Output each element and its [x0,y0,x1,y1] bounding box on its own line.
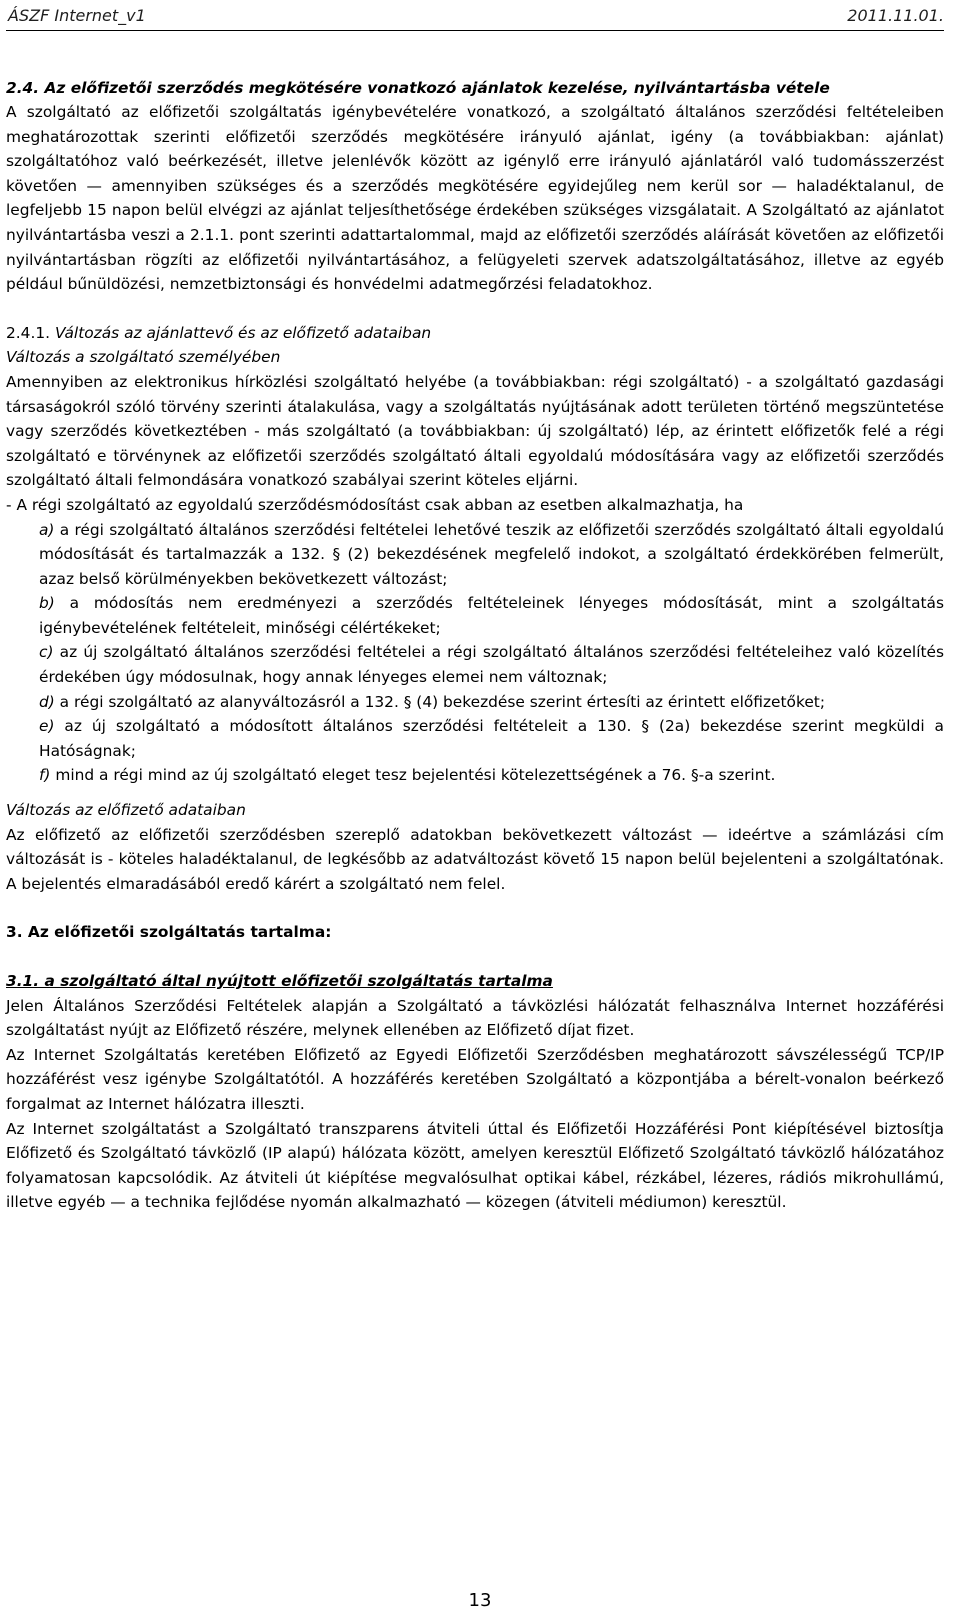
condition-text: a módosítás nem eredményezi a szerződés feltételeinek lényeges módosítását, mint a szolgáltatás igénybevételének feltételeit, minőségi célértékeket; [39,594,944,637]
section-2-4-1-title: Változás az ajánlattevő és az előfizető adataiban [54,323,432,342]
section-2-4-1-number: 2.4.1. [6,323,55,342]
section-3-1-heading: 3.1. a szolgáltató által nyújtott előfizetői szolgáltatás tartalma [6,972,553,990]
provider-change-condition-intro: - A régi szolgáltató az egyoldalú szerződésmódosítást csak abban az esetben alkalmazhatja, ha [6,495,744,514]
condition-text: az új szolgáltató a módosított általános szerződési feltételeit a 130. § (2a) bekezdése szerint megküldi a Hatóságnak; [39,717,944,760]
condition-label: a) [39,520,55,539]
condition-item-a [6,518,944,592]
condition-text: a régi szolgáltató az alanyváltozásról a 132. § (4) bekezdése szerint értesíti az érintett előfizetőket; [54,692,826,711]
condition-label: e) [39,717,55,736]
section-3-heading: 3. Az előfizetői szolgáltatás tartalma: [6,923,332,942]
condition-item-d [6,690,944,715]
condition-text: a régi szolgáltató általános szerződési feltételei lehetővé teszik az előfizetői szerződés szolgáltató általi egyoldalú módosítását és tartalmazzák a 132. § (2) bekezdésének megfelelő indokot, a szolgáltató érdekkörében felmerült, azaz belső körülményekben bekövetkezett változást; [39,520,944,588]
provider-change-paragraph: Amennyiben az elektronikus hírközlési szolgáltató helyébe (a továbbiakban: régi szolgáltató) - a szolgáltató gazdasági társaságokról szóló törvény szerinti átalakulása, vagy a szolgáltatás nyújtásának adott területen történő megszüntetése vagy szerződés következtében - más szolgáltató (a továbbiakban: új szolgáltató) lép, az érintett előfizetők felé a régi szolgáltató e törvénynek az előfizetői szerződés szolgáltató általi egyoldalú módosítására vagy az előfizetői szerződés szolgáltató általi felmondására vonatkozó szabályai szerint köteles eljárni. [6,372,944,490]
condition-item-e [6,714,944,763]
condition-item-b [6,591,944,640]
section-2-4-1-heading [6,321,944,346]
header-divider [6,30,944,31]
condition-text: mind a régi mind az új szolgáltató eleget tesz bejelentési kötelezettségének a 76. §-a szerint. [50,766,776,785]
section-2-4-heading: 2.4. Az előfizetői szerződés megkötésére vonatkozó ajánlatok kezelése, nyilvántartásba vétele [6,79,830,97]
page-number: 13 [468,1590,492,1611]
condition-item-c [6,640,944,689]
section-2-4-paragraph: A szolgáltató az előfizetői szolgáltatás igénybevételére vonatkozó, a szolgáltató általános szerződési feltételeiben meghatározottak szerinti előfizetői szerződés megkötésére irányuló ajánlat, igény (a továbbiakban: ajánlat) szolgáltatóhoz való beérkezését, illetve jelenlévők között az igénylő erre irányuló ajánlatáról való tudomásszerzést követően — amennyiben szükséges és a szerződés megkötésére egyidejűleg nem kerül sor — haladéktalanul, de legfeljebb 15 napon belül elvégzi az ajánlat teljesíthetősége érdekében szükséges vizsgálatait. A Szolgáltató az ajánlatot nyilvántartásba veszi a 2.1.1. pont szerinti adattartalommal, majd az előfizetői szerződés aláírását követően az előfizetői nyilvántartásban rögzíti az előfizetői nyilvántartásához, a felügyeleti szervek adatszolgáltatásához, illetve az egyéb például bűnüldözési, nemzetbiztonsági és honvédelmi adatmegőrzési feladatokhoz. [6,103,944,294]
section-3-1-paragraph-2: Az Internet Szolgáltatás keretében Előfizető az Egyedi Előfizetői Szerződésben meghatározott sávszélességű TCP/IP hozzáférést vesz igénybe Szolgáltatótól. A hozzáférés keretében Szolgáltató a központjába a bérelt-vonalon beérkező forgalmat az Internet hálózatra illeszti. [6,1045,944,1113]
subscriber-data-change-paragraph: Az előfizető az előfizetői szerződésben szereplő adatokban bekövetkezett változást — ideértve a számlázási cím változását is - köteles haladéktalanul, de legkésőbb az adatváltozást követő 15 napon belül bejelenteni a szolgáltatónak. A bejelentés elmaradásából eredő kárért a szolgáltató nem felel. [6,825,944,893]
condition-label: b) [39,594,55,613]
header-doc-title: ÁSZF Internet_v1 [8,6,146,25]
document-body [6,76,944,1215]
condition-label: c) [39,643,54,662]
page-header [8,6,944,30]
subheading-provider-change: Változás a szolgáltató személyében [6,348,281,367]
header-date: 2011.11.01. [847,6,944,25]
section-3-1-paragraph-3: Az Internet szolgáltatást a Szolgáltató transzparens átviteli úttal és Előfizetői Hozzáférési Pont kiépítésével biztosítja Előfizető és Szolgáltató távközlő (IP alapú) hálózata között, amelyen keresztül Előfizető Szolgáltató távközlő hálózatához folyamatosan kapcsolódik. Az átviteli út kiépítése megvalósulhat optikai kábel, rézkábel, lézeres, rádiós mikrohullámú, illetve egyéb — a technika fejlődése nyomán alkalmazható — közegen (átviteli médiumon) keresztül. [6,1119,944,1212]
condition-text: az új szolgáltató általános szerződési feltételei a régi szolgáltató általános szerződési feltételeihez való közelítés érdekében úgy módosulnak, hogy annak lényeges elemei nem változnak; [39,643,944,687]
subheading-subscriber-data-change: Változás az előfizető adataiban [6,801,246,820]
section-3-1-paragraph-1: Jelen Általános Szerződési Feltételek alapján a Szolgáltató a távközlési hálózatát felhasználva Internet hozzáférési szolgáltatást nyújt az Előfizető részére, melynek ellenében az Előfizető díjat fizet. [6,996,944,1040]
condition-label: d) [39,692,55,711]
condition-label: f) [39,766,51,785]
condition-item-f [6,763,944,788]
